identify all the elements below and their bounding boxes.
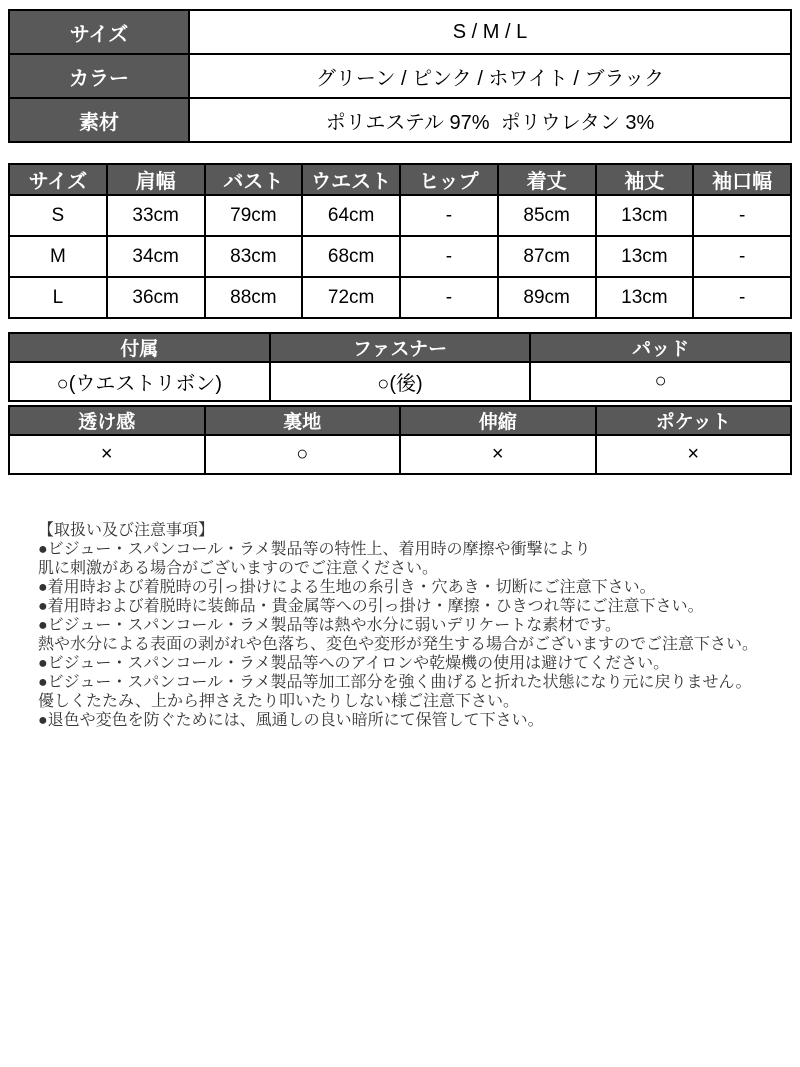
- care-note-line: 熱や水分による表面の剥がれや色落ち、変色や変形が発生する場合がございますのでご注意下さい。: [38, 636, 759, 653]
- cell: -: [400, 195, 498, 236]
- measurement-header-row: [9, 164, 791, 195]
- care-note-line: 肌に刺激がある場合がございますのでご注意ください。: [38, 560, 439, 577]
- table-row-size-m: [9, 236, 791, 277]
- cell: -: [400, 236, 498, 277]
- cell: 87cm: [498, 236, 596, 277]
- features-value-row: [9, 362, 791, 401]
- cell: 13cm: [596, 236, 694, 277]
- col-header-cuff: 袖口幅: [693, 164, 791, 195]
- care-note-line: ●着用時および着脱時の引っ掛けによる生地の糸引き・穴あき・切断にご注意下さい。: [38, 579, 656, 596]
- care-note-line: 優しくたたみ、上から押さえたり叩いたりしない様ご注意下さい。: [38, 693, 519, 710]
- care-note-line: ●ビジュー・スパンコール・ラメ製品等は熱や水分に弱いデリケートな素材です。: [38, 617, 621, 634]
- value-sheerness: ×: [9, 435, 205, 474]
- cell: 83cm: [205, 236, 303, 277]
- cell: 33cm: [107, 195, 205, 236]
- spec-value-size: S / M / L: [189, 10, 791, 54]
- col-header-waist: ウエスト: [302, 164, 400, 195]
- cell: M: [9, 236, 107, 277]
- table-row: [9, 10, 791, 54]
- col-header-sheerness: 透け感: [9, 406, 205, 435]
- cell: 36cm: [107, 277, 205, 318]
- col-header-hip: ヒップ: [400, 164, 498, 195]
- cell: 89cm: [498, 277, 596, 318]
- spec-value-material: ポリエステル 97% ポリウレタン 3%: [189, 98, 791, 142]
- value-pocket: ×: [596, 435, 792, 474]
- cell: -: [693, 195, 791, 236]
- care-notes-title: 【取扱い及び注意事項】: [38, 522, 215, 539]
- features-value-row: [9, 435, 791, 474]
- cell: 64cm: [302, 195, 400, 236]
- features-header-row: [9, 406, 791, 435]
- table-row: [9, 54, 791, 98]
- care-note-line: ●着用時および着脱時に装飾品・貴金属等への引っ掛け・摩擦・ひきつれ等にご注意下さい。: [38, 598, 704, 615]
- care-note-line: ●ビジュー・スパンコール・ラメ製品等加工部分を強く曲げると折れた状態になり元に戻りません。: [38, 674, 752, 691]
- spec-value-color: グリーン / ピンク / ホワイト / ブラック: [189, 54, 791, 98]
- cell: L: [9, 277, 107, 318]
- table-row-size-l: [9, 277, 791, 318]
- cell: 13cm: [596, 277, 694, 318]
- cell: 13cm: [596, 195, 694, 236]
- spec-label-color: カラー: [9, 54, 189, 98]
- cell: 34cm: [107, 236, 205, 277]
- care-note-line: ●ビジュー・スパンコール・ラメ製品等へのアイロンや乾燥機の使用は避けてください。: [38, 655, 670, 672]
- table-row-size-s: [9, 195, 791, 236]
- col-header-pad: パッド: [530, 333, 791, 362]
- care-note-line: ●退色や変色を防ぐためには、風通しの良い暗所にて保管して下さい。: [38, 712, 544, 729]
- table-row: [9, 98, 791, 142]
- features-table-bottom: [8, 405, 792, 475]
- cell: -: [693, 277, 791, 318]
- cell: 88cm: [205, 277, 303, 318]
- measurement-table: [8, 163, 792, 319]
- col-header-pocket: ポケット: [596, 406, 792, 435]
- col-header-bust: バスト: [205, 164, 303, 195]
- care-notes: [8, 521, 792, 730]
- col-header-sleeve: 袖丈: [596, 164, 694, 195]
- value-accessory: ○(ウエストリボン): [9, 362, 270, 401]
- cell: -: [400, 277, 498, 318]
- col-header-lining: 裏地: [205, 406, 401, 435]
- col-header-accessory: 付属: [9, 333, 270, 362]
- col-header-shoulder: 肩幅: [107, 164, 205, 195]
- features-header-row: [9, 333, 791, 362]
- spec-label-material: 素材: [9, 98, 189, 142]
- cell: 85cm: [498, 195, 596, 236]
- product-overview-table: [8, 9, 792, 143]
- value-stretch: ×: [400, 435, 596, 474]
- cell: 79cm: [205, 195, 303, 236]
- col-header-size: サイズ: [9, 164, 107, 195]
- spec-label-size: サイズ: [9, 10, 189, 54]
- care-note-line: ●ビジュー・スパンコール・ラメ製品等の特性上、着用時の摩擦や衝撃により: [38, 541, 591, 558]
- cell: 68cm: [302, 236, 400, 277]
- cell: -: [693, 236, 791, 277]
- cell: 72cm: [302, 277, 400, 318]
- col-header-length: 着丈: [498, 164, 596, 195]
- value-pad: ○: [530, 362, 791, 401]
- value-lining: ○: [205, 435, 401, 474]
- cell: S: [9, 195, 107, 236]
- col-header-stretch: 伸縮: [400, 406, 596, 435]
- features-table-top: [8, 332, 792, 402]
- value-fastener: ○(後): [270, 362, 531, 401]
- col-header-fastener: ファスナー: [270, 333, 531, 362]
